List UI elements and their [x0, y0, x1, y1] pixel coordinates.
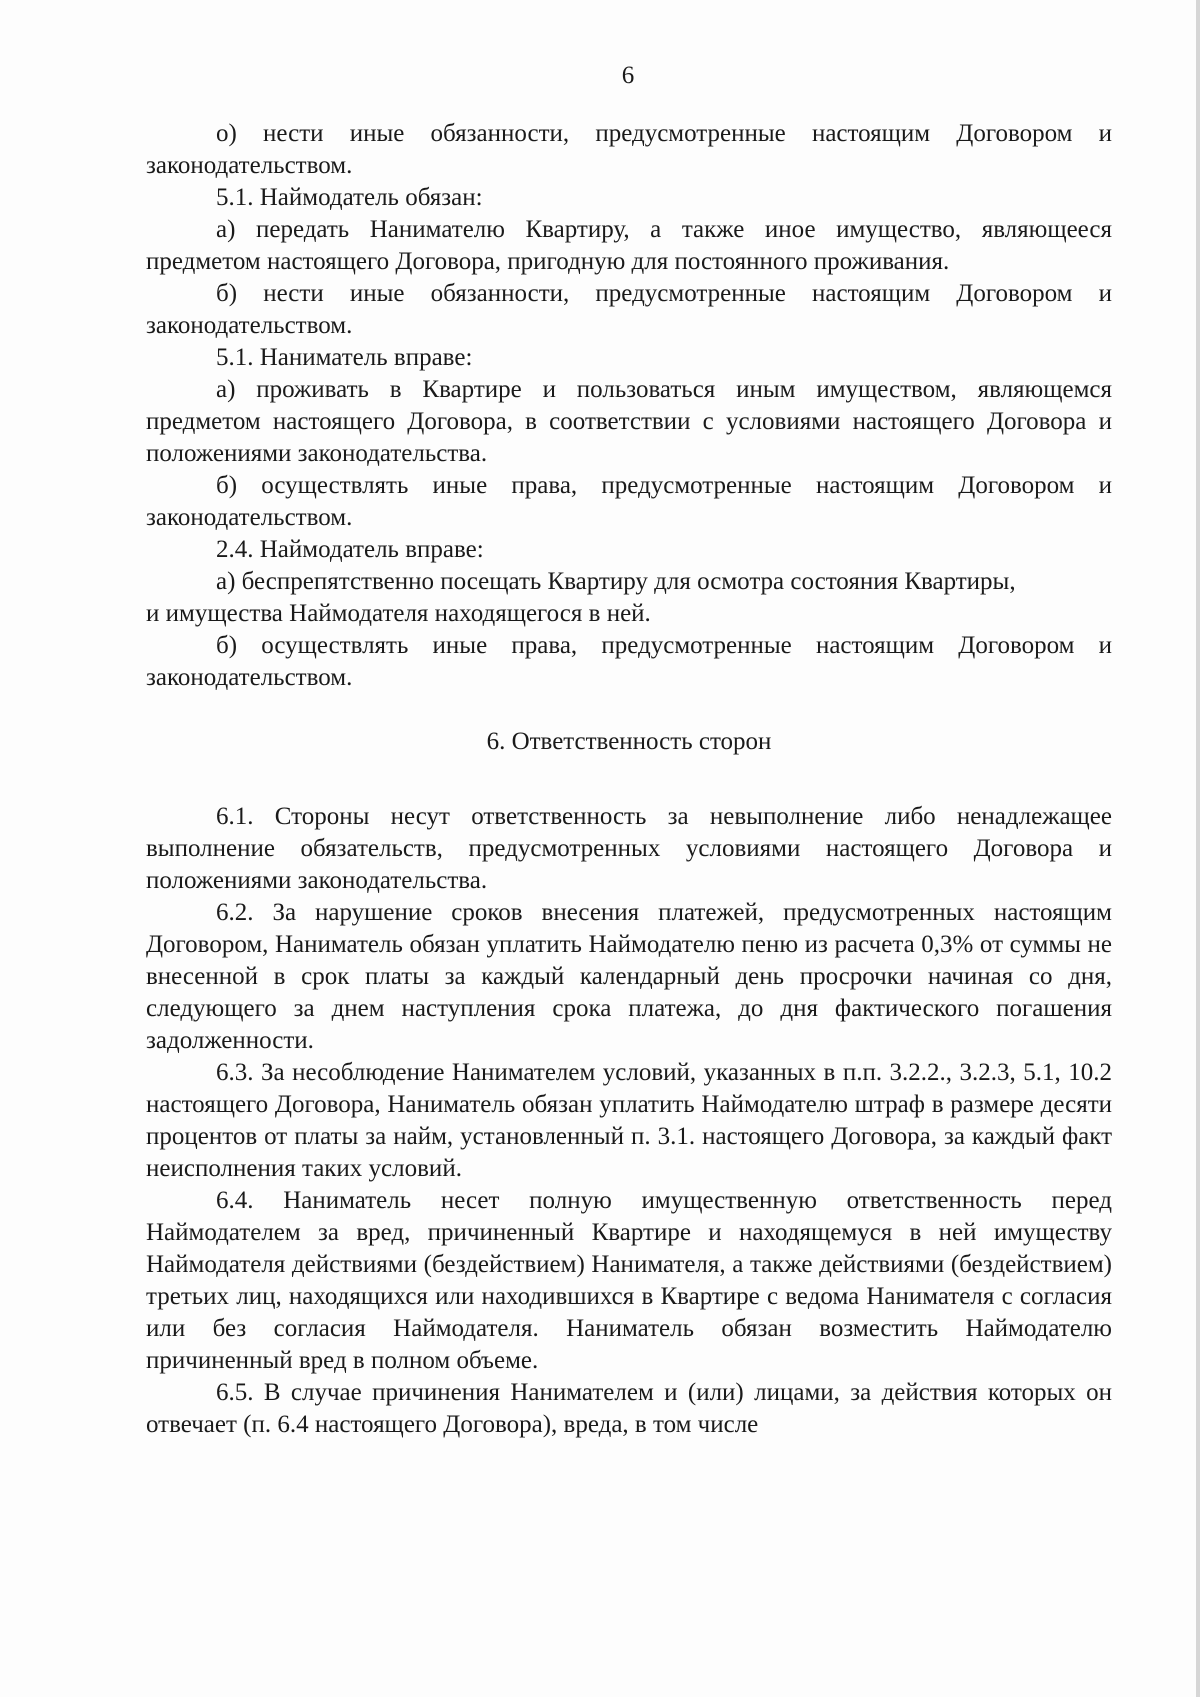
- clause-tenant-rights: 5.1. Наниматель вправе:: [216, 344, 473, 371]
- paragraph-a-reside: а) проживать в Квартире и пользоваться иным имуществом, являющемся предметом настоящего Договора, в соответствии с условиями настоящего Договора и положениями законодательства.: [146, 376, 1112, 467]
- paragraph-a-visit: а) беспрепятственно посещать Квартиру для осмотра состояния Квартиры,: [216, 568, 1016, 595]
- document-body: [146, 118, 1112, 1441]
- section-heading-responsibility: 6. Ответственность сторон: [486, 728, 772, 755]
- paragraph-a-transfer: а) передать Нанимателю Квартиру, а также иное имущество, являющееся предметом настоящего Договора, пригодную для постоянного проживания.: [146, 216, 1112, 275]
- clause-6-2: 6.2. За нарушение сроков внесения платежей, предусмотренных настоящим Договором, Наниматель обязан уплатить Наймодателю пеню из расчета 0,3% от суммы не внесенной в срок платы за каждый календарный день просрочки начиная со дня, следующего за днем наступления срока платежа, до дня фактического погашения задолженности.: [146, 899, 1112, 1054]
- clause-6-4: 6.4. Наниматель несет полную имущественную ответственность перед Наймодателем за вред, причиненный Квартире и находящемуся в ней имуществу Наймодателя действиями (бездействием) Нанимателя, а также действиями (бездействием) третьих лиц, находящихся или находившихся в Квартире с ведома Нанимателя с согласия или без согласия Наймодателя. Наниматель обязан возместить Наймодателю причиненный вред в полном объеме.: [146, 1187, 1112, 1374]
- clause-landlord-rights: 2.4. Наймодатель вправе:: [216, 536, 484, 563]
- paragraph-b-landlord-rights: б) осуществлять иные права, предусмотренные настоящим Договором и законодательством.: [146, 632, 1112, 691]
- paragraph-b-obligations: б) нести иные обязанности, предусмотренные настоящим Договором и законодательством.: [146, 280, 1112, 339]
- paragraph-a-visit-tail: и имущества Наймодателя находящегося в ней.: [146, 600, 651, 627]
- paragraph-o-obligations: о) нести иные обязанности, предусмотренные настоящим Договором и законодательством.: [146, 120, 1112, 179]
- clause-6-5: 6.5. В случае причинения Нанимателем и (или) лицами, за действия которых он отвечает (п. 6.4 настоящего Договора), вреда, в том числе: [146, 1379, 1112, 1438]
- page-number: 6: [621, 62, 635, 89]
- paragraph-b-rights: б) осуществлять иные права, предусмотренные настоящим Договором и законодательством.: [146, 472, 1112, 531]
- clause-landlord-obliged: 5.1. Наймодатель обязан:: [216, 184, 483, 211]
- clause-6-3: 6.3. За несоблюдение Нанимателем условий, указанных в п.п. 3.2.2., 3.2.3, 5.1, 10.2 настоящего Договора, Наниматель обязан уплатить Наймодателю штраф в размере десяти процентов от платы за найм, установленный п. 3.1. настоящего Договора, за каждый факт неисполнения таких условий.: [146, 1059, 1112, 1182]
- clause-6-1: 6.1. Стороны несут ответственность за невыполнение либо ненадлежащее выполнение обязательств, предусмотренных условиями настоящего Договора и положениями законодательства.: [146, 803, 1112, 894]
- scan-edge: [1196, 0, 1200, 1697]
